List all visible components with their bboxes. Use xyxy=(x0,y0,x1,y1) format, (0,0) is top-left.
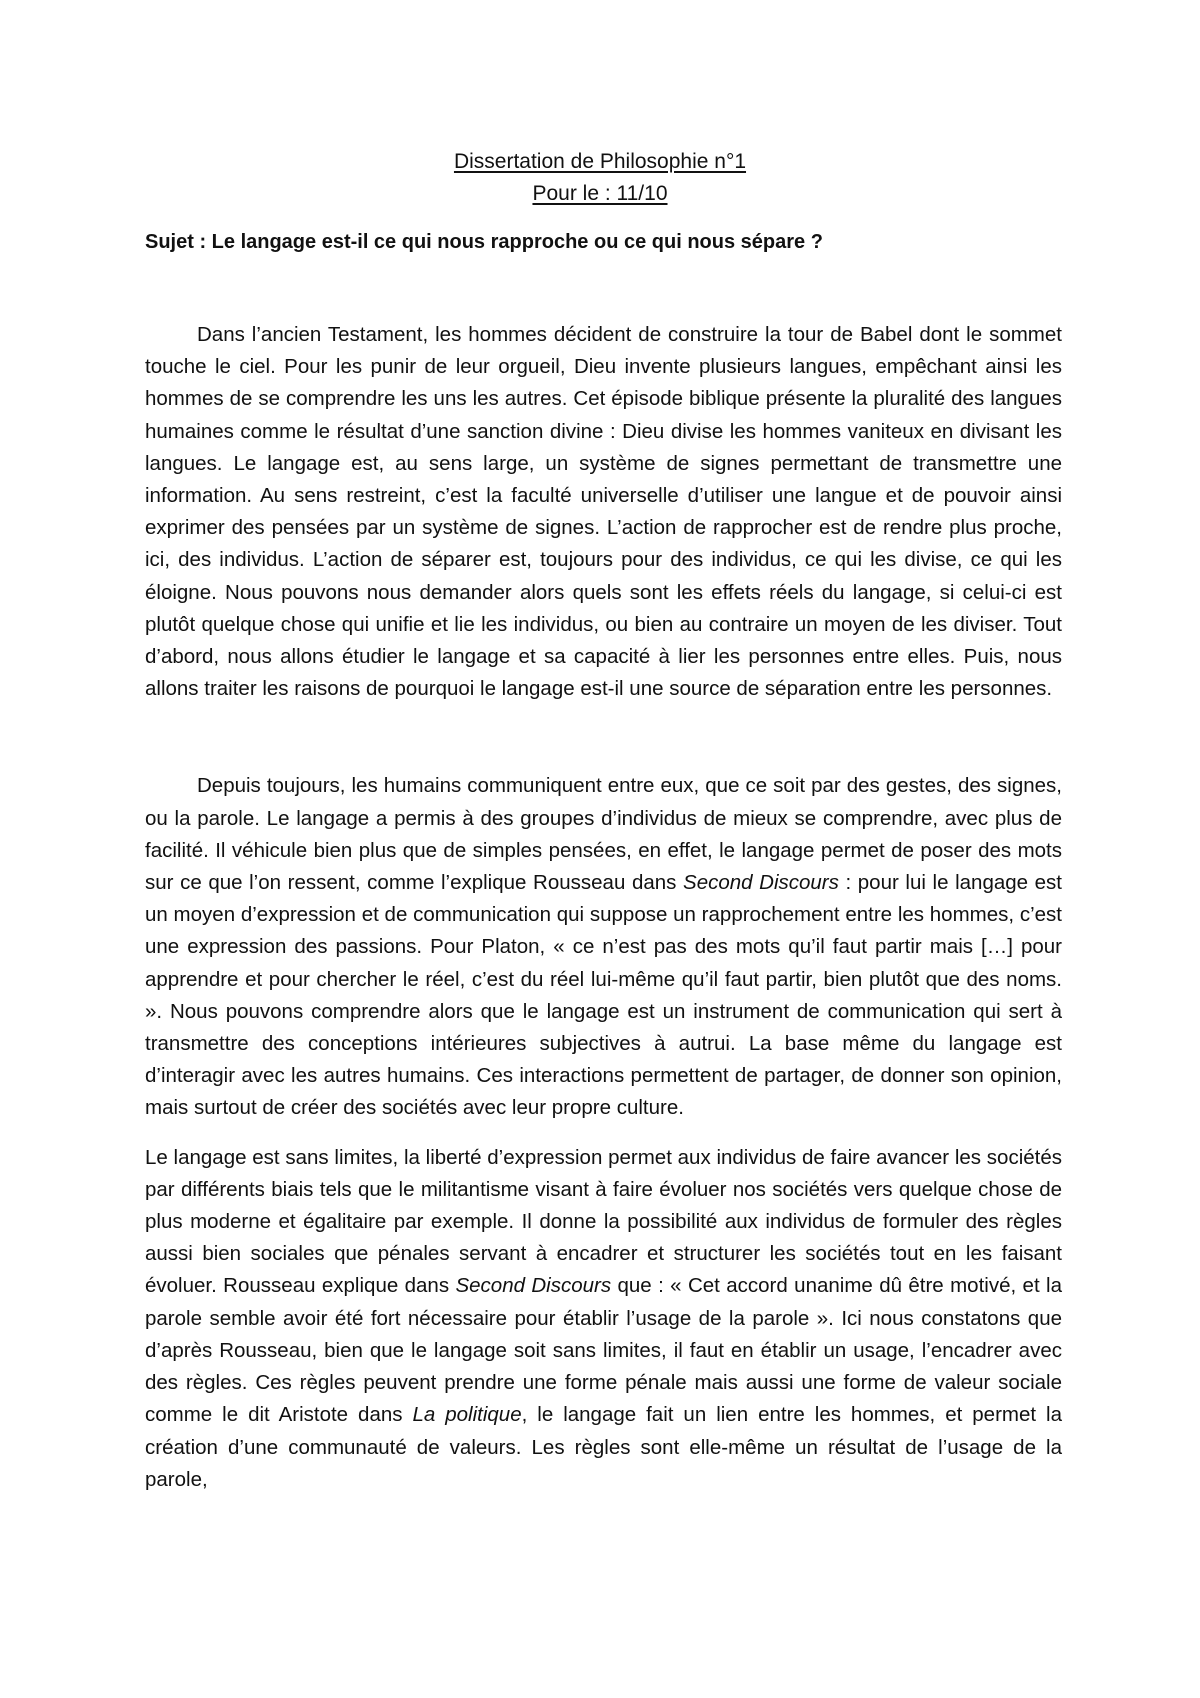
book-title-second-discours-2: Second Discours xyxy=(455,1274,612,1298)
body-paragraph-2-text-b: que : « Cet accord unanime dû être motivé, et la parole semble avoir été fort nécessaire pour établir l’usage de la parole ». Ici nous constatons que d’après Rousseau, bien que le langage soit sans limites, il faut en établir un usage, l’encadrer avec des règles. Ces règles peuvent prendre une forme pénale mais aussi une forme de valeur sociale comme le dit Aristote dans xyxy=(145,1274,1062,1427)
introduction-paragraph: Dans l’ancien Testament, les hommes décident de construire la tour de Babel dont le sommet touche le ciel. Pour les punir de leur orgueil, Dieu invente plusieurs langues, empêchant ainsi les hommes de se comprendre les uns les autres. Cet épisode biblique présente la pluralité des langues humaines comme le résultat d’une sanction divine : Dieu divise les hommes vaniteux en divisant les langues. Le langage est, au sens large, un système de signes permettant de transmettre une information. Au sens restreint, c’est la faculté universelle d’utiliser une langue et de pouvoir ainsi exprimer des pensées par un système de signes. L’action de rapprocher est de rendre plus proche, ici, des individus. L’action de séparer est, toujours pour des individus, ce qui les divise, ce qui les éloigne. Nous pouvons nous demander alors quels sont les effets réels du langage, si celui-ci est plutôt quelque chose qui unifie et lie les individus, ou bien au contraire un moyen de les diviser. Tout d’abord, nous allons étudier le langage et sa capacité à lier les personnes entre elles. Puis, nous allons traiter les raisons de pourquoi le langage est-il une source de séparation entre les personnes. xyxy=(145,323,1062,701)
due-date: Pour le : 11/10 xyxy=(532,182,668,205)
body-paragraph-2-text-a: Le langage est sans limites, la liberté d’expression permet aux individus de faire avancer les sociétés par différents biais tels que le militantisme visant à faire évoluer nos sociétés vers quelque chose de plus moderne et égalitaire par exemple. Il donne la possibilité aux individus de formuler des règles aussi bien sociales que pénales servant à encadrer et structurer les sociétés tout en les faisant évoluer. Rousseau explique dans xyxy=(145,1145,1062,1298)
book-title-second-discours: Second Discours xyxy=(683,871,839,895)
body-paragraph-1 xyxy=(145,770,1062,1124)
body-paragraph-1-text-b: : pour lui le langage est un moyen d’expression et de communication qui suppose un rapprochement entre les hommes, c’est une expression des passions. Pour Platon, « ce n’est pas des mots qu’il faut partir mais […] pour apprendre et pour chercher le réel, c’est du réel lui-même qu’il faut partir, bien plutôt que des noms. ». Nous pouvons comprendre alors que le langage est un instrument de communication qui sert à transmettre des conceptions intérieures subjectives à autrui. La base même du langage est d’interagir avec les autres humains. Ces interactions permettent de partager, de donner son opinion, mais surtout de créer des sociétés avec leur propre culture. xyxy=(145,871,1062,1120)
document-title: Dissertation de Philosophie n°1 xyxy=(453,150,747,173)
body-paragraph-2-text-c: , le langage fait un lien entre les hommes, et permet la création d’une communauté de valeurs. Les règles sont elle-même un résultat de l’usage de la parole, xyxy=(145,1403,1062,1491)
book-title-la-politique: La politique xyxy=(412,1403,522,1427)
dissertation-subject: Sujet : Le langage est-il ce qui nous rapproche ou ce qui nous sépare ? xyxy=(145,231,823,253)
body-paragraph-1-text-a: Depuis toujours, les humains communiquent entre eux, que ce soit par des gestes, des signes, ou la parole. Le langage a permis à des groupes d’individus de mieux se comprendre, avec plus de facilité. Il véhicule bien plus que de simples pensées, en effet, le langage permet de poser des mots sur ce que l’on ressent, comme l’explique Rousseau dans xyxy=(145,774,1062,895)
title-block xyxy=(138,146,1062,210)
body-paragraph-2 xyxy=(145,1142,1062,1496)
